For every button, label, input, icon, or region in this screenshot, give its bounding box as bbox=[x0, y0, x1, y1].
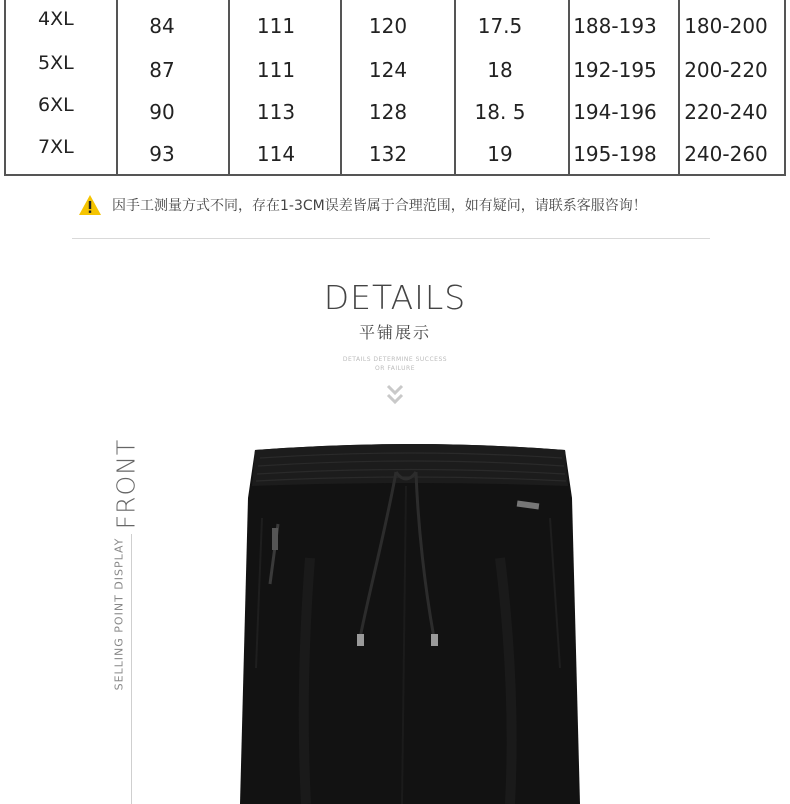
divider bbox=[72, 238, 710, 239]
table-divider bbox=[340, 0, 342, 174]
warning-icon bbox=[78, 194, 102, 216]
table-cell: 128 bbox=[368, 100, 408, 124]
selling-point-label: SELLING POINT DISPLAY bbox=[112, 537, 126, 691]
table-cell: 87 bbox=[149, 58, 175, 82]
table-cell: 19 bbox=[487, 142, 513, 166]
table-cell: 114 bbox=[256, 142, 296, 166]
details-title: DETAILS bbox=[323, 278, 467, 317]
table-cell: 120 bbox=[368, 14, 408, 38]
table-cell: 113 bbox=[256, 100, 296, 124]
table-cell: 192-195 bbox=[573, 58, 657, 82]
table-cell: 90 bbox=[149, 100, 175, 124]
double-chevron-down-icon bbox=[386, 382, 404, 408]
details-tagline-2: OR FAILURE bbox=[375, 365, 415, 372]
table-cell: 18 bbox=[487, 58, 513, 82]
side-divider bbox=[131, 534, 132, 804]
table-cell: 132 bbox=[368, 142, 408, 166]
table-cell: 240-260 bbox=[684, 142, 768, 166]
table-cell: 124 bbox=[368, 58, 408, 82]
table-cell: 200-220 bbox=[684, 58, 768, 82]
size-label: 6XL bbox=[38, 94, 74, 116]
size-table bbox=[4, 0, 786, 176]
table-cell: 17.5 bbox=[477, 14, 523, 38]
table-cell: 188-193 bbox=[573, 14, 657, 38]
table-cell: 18. 5 bbox=[474, 100, 526, 124]
table-divider bbox=[454, 0, 456, 174]
size-label: 7XL bbox=[38, 136, 74, 158]
details-subtitle: 平铺展示 bbox=[358, 323, 431, 342]
notice-text: 因手工测量方式不同，存在1-3CM误差皆属于合理范围，如有疑问，请联系客服咨询！ bbox=[112, 198, 647, 214]
pants-product-image bbox=[220, 438, 600, 804]
table-divider bbox=[116, 0, 118, 174]
front-label: FRONT bbox=[111, 438, 141, 530]
table-cell: 220-240 bbox=[684, 100, 768, 124]
details-tagline: DETAILS DETERMINE SUCCESS bbox=[342, 356, 448, 363]
table-divider bbox=[678, 0, 680, 174]
table-cell: 194-196 bbox=[573, 100, 657, 124]
size-label: 5XL bbox=[38, 52, 74, 74]
table-divider bbox=[568, 0, 570, 174]
table-cell: 111 bbox=[256, 58, 296, 82]
measurement-notice bbox=[78, 194, 647, 216]
table-cell: 195-198 bbox=[573, 142, 657, 166]
size-label: 4XL bbox=[38, 8, 74, 30]
table-cell: 111 bbox=[256, 14, 296, 38]
table-cell: 84 bbox=[149, 14, 175, 38]
table-divider bbox=[228, 0, 230, 174]
table-cell: 180-200 bbox=[684, 14, 768, 38]
table-cell: 93 bbox=[149, 142, 175, 166]
